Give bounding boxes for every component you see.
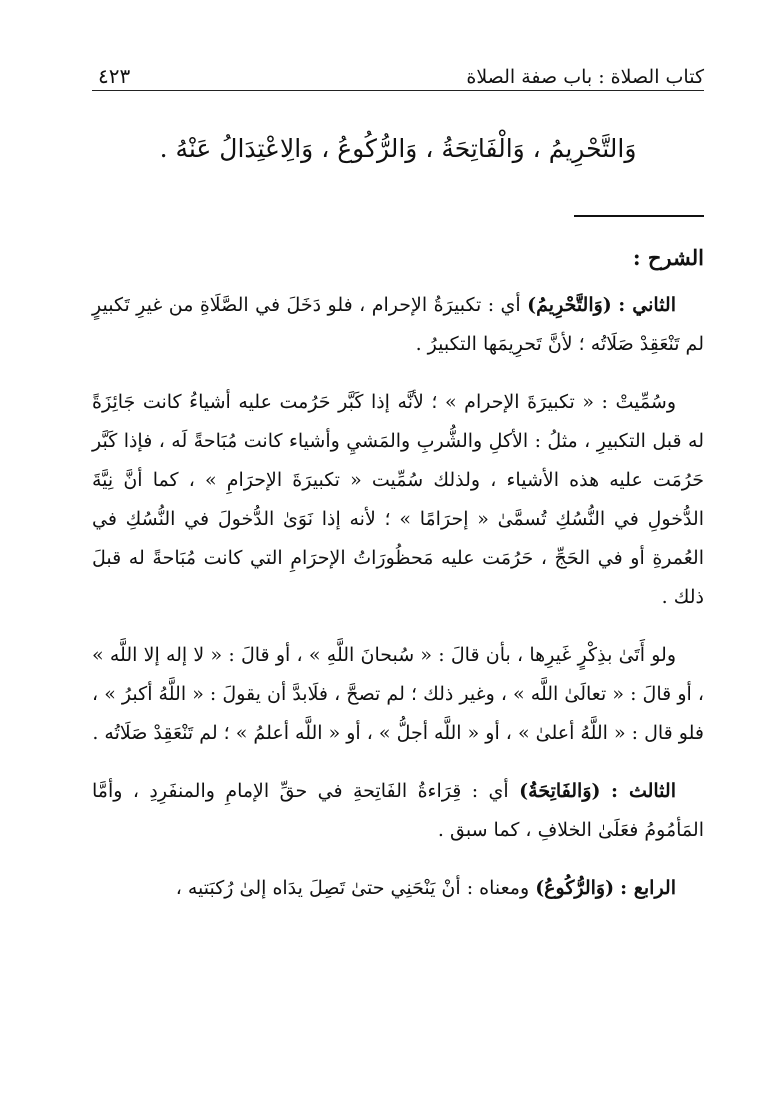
paragraph-takbirat-al-ihram bbox=[92, 383, 704, 617]
paragraph-text: ولو أَتَىٰ بذِكْرٍ غَيرِها ، بأن قالَ : « سُبحانَ اللَّهِ » ، أو قالَ : « لا إله إلا اللَّه » ، أو قالَ : « تعالَىٰ اللَّه » ، وغير ذلك ؛ لم تصحَّ ، فلَابدَّ أن يقولَ : « اللَّهُ أكبرُ » ، فلو قال : « اللَّهُ أعلىٰ » ، أو « اللَّه أجلُّ » ، أو « اللَّه أعلمُ » ؛ لم تَنْعَقِدْ صَلَاتُه . bbox=[92, 644, 704, 744]
page-number: ٤٢٣ bbox=[98, 64, 131, 88]
paragraph-tahrim bbox=[92, 286, 704, 364]
paragraph-ruku bbox=[92, 869, 704, 908]
separator-line bbox=[574, 215, 704, 217]
paragraph-term: (وَالفَاتِحَةُ) bbox=[519, 780, 601, 802]
paragraph-lead: الثاني : bbox=[618, 294, 676, 316]
sharh-title: الشرح : bbox=[632, 245, 704, 270]
paragraph-lead: الثالث : bbox=[610, 780, 676, 802]
book-page bbox=[92, 52, 704, 927]
paragraph-other-dhikr bbox=[92, 636, 704, 753]
paragraph-term: (وَالرُّكُوعُ) bbox=[535, 877, 615, 899]
paragraph-term: (وَالتَّحْرِيمُ) bbox=[527, 294, 612, 316]
paragraph-text: أي : تكبيرَةُ الإحرام ، فلو دَخَلَ في الصَّلَاةِ من غيرِ تَكبيرٍ لم تَنْعَقِدْ صَلَاتُه ؛ لأنَّ تَحرِيمَها التكبيرُ . bbox=[92, 294, 704, 355]
page-header bbox=[92, 52, 704, 91]
paragraph-lead: الرابع : bbox=[620, 877, 676, 899]
matn-text: وَالتَّحْرِيمُ ، وَالْفَاتِحَةُ ، وَالرُّكُوعُ ، وَالِاعْتِدَالُ عَنْهُ . bbox=[159, 134, 637, 163]
paragraph-text: أي : قِرَاءةُ الفَاتِحةِ في حقِّ الإمامِ والمنفَرِدِ ، وأمَّا المَأمُومُ فعَلَىٰ الخلافِ ، كما سبق . bbox=[92, 780, 704, 841]
paragraph-text: ومعناه : أنْ يَنْحَنِي حتىٰ تَصِلَ يدَاه إلىٰ رُكبَتيه ، bbox=[175, 877, 530, 899]
running-title: كتاب الصلاة : باب صفة الصلاة bbox=[466, 66, 704, 88]
paragraph-text: وسُمِّيتْ : « تكبيرَةَ الإحرام » ؛ لأنَّه إذا كَبَّر حَرُمت عليه أشياءُ كانت جَائِزَةً له قبل التكبيرِ ، مثلُ : الأكلِ والشُّربِ والمَشيِ وأشياء كانت مُبَاحةً لَه ، فإذا كَبَّر حَرُمَت عليه هذه الأشياء ، ولذلك سُمِّيت « تكبيرَةَ الإحرَامِ » ، كما أنَّ نِيَّةَ الدُّخولِ في النُّسُكِ تُسمَّىٰ « إحرَامًا » ؛ لأنه إذا نَوَىٰ الدُّخولَ في النُّسُكِ في العُمرةِ أو في الحَجِّ ، حَرُمَت عليه مَحظُورَاتُ الإحرَامِ التي كانت مُبَاحةً له قبلَ ذلك . bbox=[92, 391, 704, 608]
paragraph-fatiha bbox=[92, 772, 704, 850]
